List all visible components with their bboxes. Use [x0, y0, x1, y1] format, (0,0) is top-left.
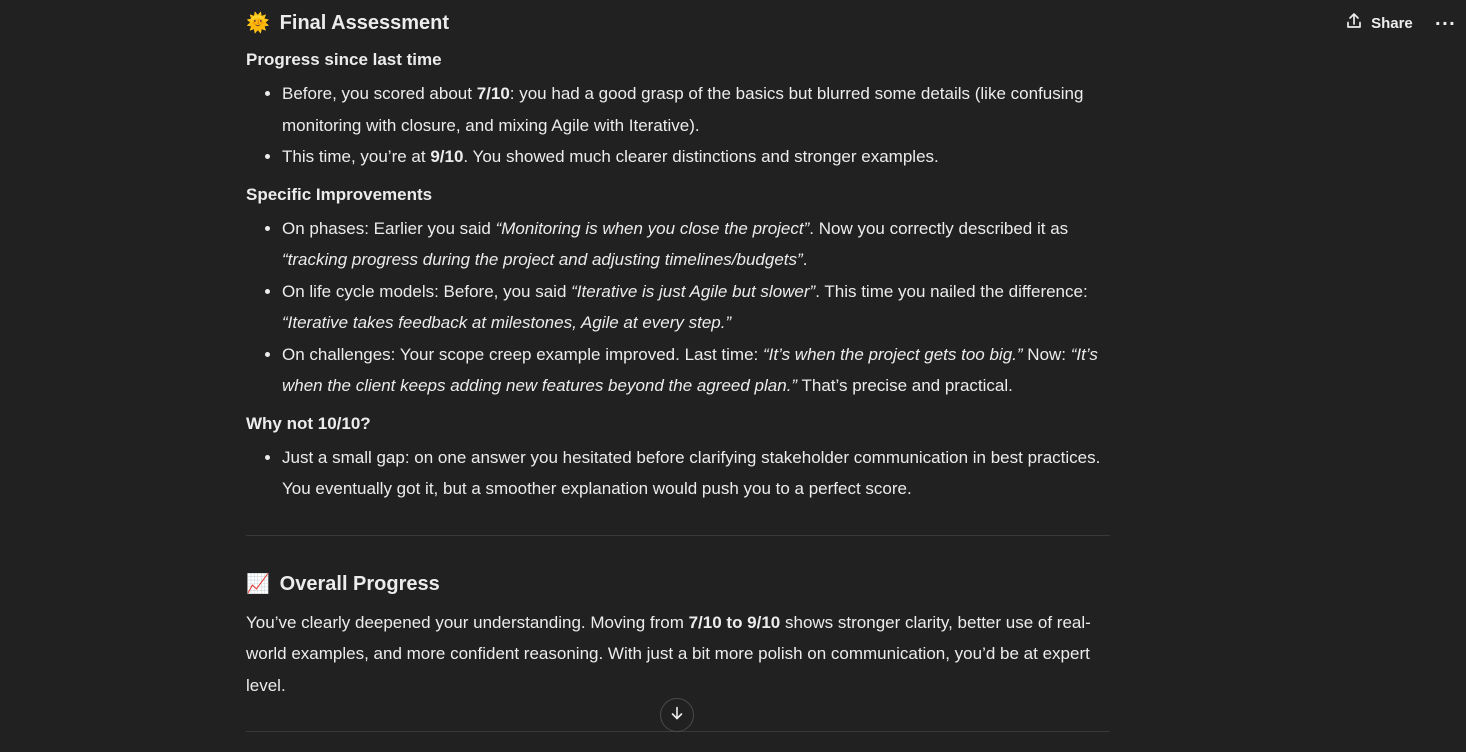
list-item: • On life cycle models: Before, you said “Iterative is just Agile but slower”. This time you nailed the difference: “Iterative takes feedback at milestones, Agile at every step.”	[282, 276, 1110, 339]
chart-increasing-icon: 📈	[246, 572, 270, 595]
final-assessment-heading	[246, 8, 1110, 38]
share-button[interactable]	[1341, 10, 1417, 36]
list-item: • Just a small gap: on one answer you hesitated before clarifying stakeholder communication in best practices. You eventually got it, but a smoother explanation would push you to a perfect score.	[282, 442, 1110, 505]
progress-list	[246, 78, 1110, 173]
list-item: • On phases: Earlier you said “Monitoring is when you close the project”. Now you correctly described it as “tracking progress during the project and adjusting timelines/budgets”.	[282, 213, 1110, 276]
list-item: • Before, you scored about 7/10: you had a good grasp of the basics but blurred some details (like confusing monitoring with closure, and mixing Agile with Iterative).	[282, 78, 1110, 141]
overall-progress-text: You’ve clearly deepened your understanding. Moving from 7/10 to 9/10 shows stronger clarity, better use of real-world examples, and more confident reasoning. With just a bit more polish on communication, you’d be at expert level.	[246, 612, 1091, 695]
why-not-subheading: Why not 10/10?	[246, 413, 371, 433]
overall-progress-title: Overall Progress	[279, 572, 440, 595]
sun-icon: 🌞	[246, 12, 270, 34]
overall-progress-heading	[246, 569, 1110, 599]
share-icon	[1345, 12, 1363, 34]
list-item: • This time, you’re at 9/10. You showed much clearer distinctions and stronger examples.	[282, 141, 1110, 173]
share-label: Share	[1371, 14, 1413, 32]
final-assessment-title: Final Assessment	[279, 12, 449, 34]
improvements-subheading: Specific Improvements	[246, 184, 433, 204]
assistant-message	[246, 8, 1110, 732]
progress-subheading: Progress since last time	[246, 50, 442, 69]
more-options-button[interactable]: ···	[1431, 14, 1460, 33]
topbar-actions	[1341, 10, 1460, 36]
why-not-list	[246, 442, 1110, 505]
improvements-list	[246, 213, 1110, 402]
list-item: • On challenges: Your scope creep example improved. Last time: “It’s when the project gets too big.” Now: “It’s when the client keeps adding new features beyond the agreed plan.” That’s precise and practical.	[282, 339, 1110, 402]
scroll-to-bottom-button[interactable]	[660, 698, 694, 732]
arrow-down-icon	[669, 705, 685, 726]
